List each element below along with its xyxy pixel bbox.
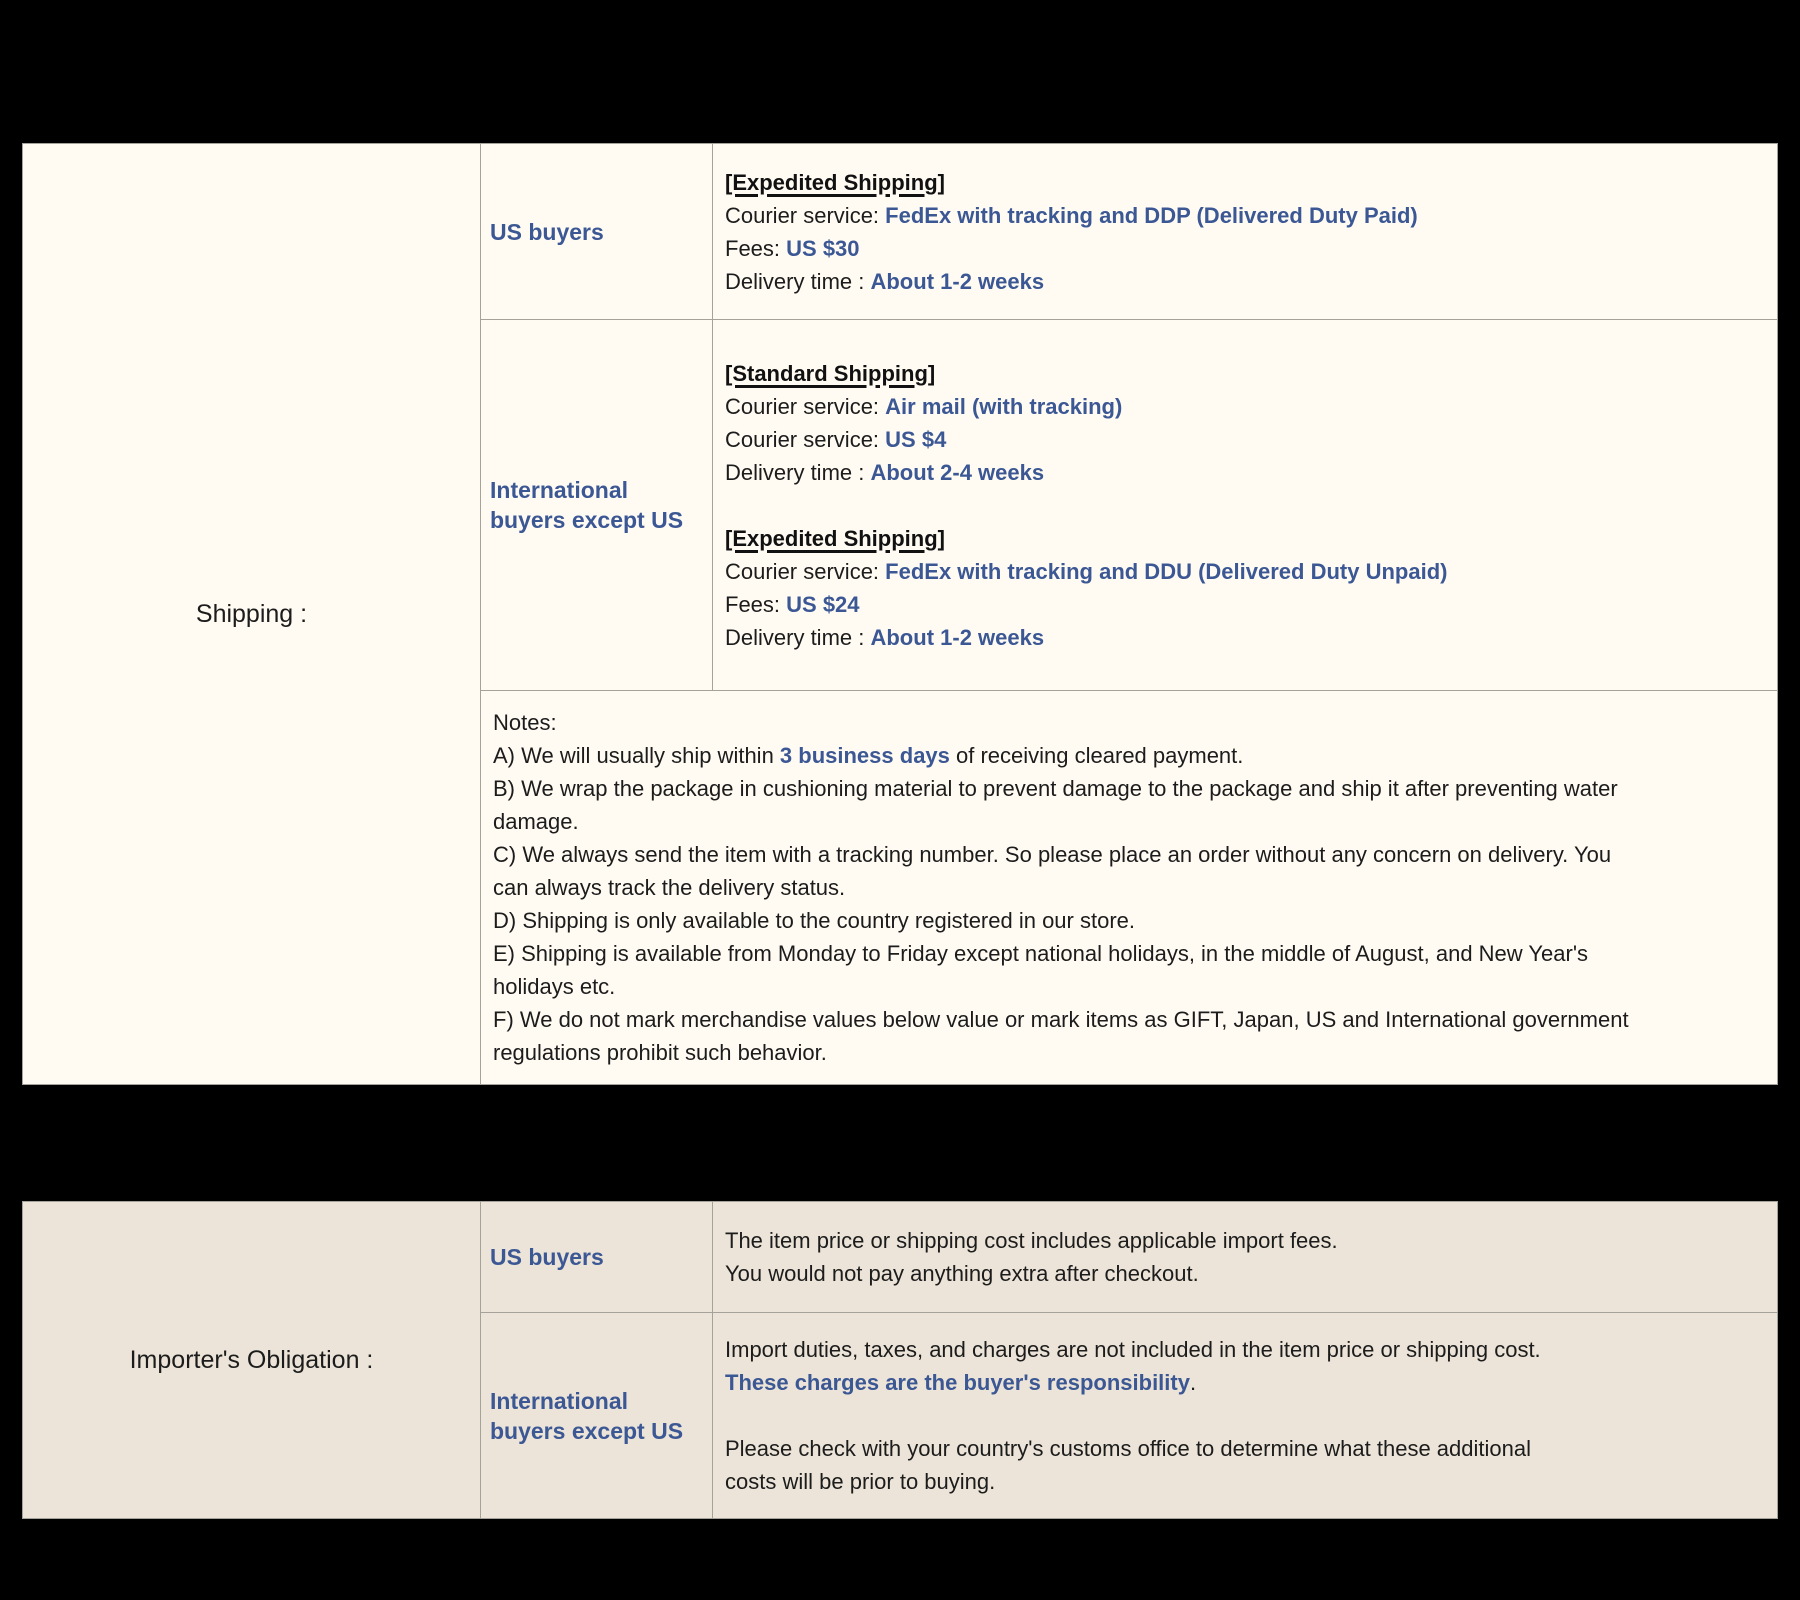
- shipping-us-buyers-details: [713, 144, 1778, 320]
- text-line: costs will be prior to buying.: [725, 1469, 996, 1494]
- text-line: The item price or shipping cost includes applicable import fees.: [725, 1228, 1338, 1253]
- text-line: Courier service: FedEx with tracking and DDU (Delivered Duty Unpaid): [725, 558, 1448, 584]
- text-line: Import duties, taxes, and charges are not included in the item price or shipping cost.: [725, 1337, 1541, 1362]
- text-line: damage.: [493, 809, 579, 834]
- text-line: Delivery time : About 1-2 weeks: [725, 268, 1045, 294]
- text-line: B) We wrap the package in cushioning material to prevent damage to the package and ship it after preventing water: [493, 776, 1618, 801]
- importer-international-buyers-details: [713, 1313, 1778, 1519]
- text-line: [Expedited Shipping]: [725, 169, 945, 195]
- text-line: Courier service: FedEx with tracking and DDP (Delivered Duty Paid): [725, 202, 1418, 228]
- text-line: Please check with your country's customs office to determine what these additional: [725, 1436, 1531, 1461]
- shipping-international-buyers-label: International buyers except US: [481, 320, 713, 691]
- text-line: D) Shipping is only available to the country registered in our store.: [493, 908, 1136, 933]
- text-line: [Expedited Shipping]: [725, 525, 945, 551]
- shipping-section-label: Shipping :: [23, 144, 481, 1085]
- text-line: Fees: US $30: [725, 235, 860, 261]
- text-line: Courier service: Air mail (with tracking): [725, 393, 1123, 419]
- importer-obligation-table: [22, 1201, 1778, 1519]
- importer-international-buyers-label: International buyers except US: [481, 1313, 713, 1519]
- text-line: A) We will usually ship within 3 business days of receiving cleared payment.: [493, 743, 1244, 768]
- text-line: Courier service: US $4: [725, 426, 947, 452]
- shipping-table: [22, 143, 1778, 1085]
- text-line: C) We always send the item with a tracking number. So please place an order without any concern on delivery. You: [493, 842, 1612, 867]
- importer-obligation-section-label: Importer's Obligation :: [23, 1202, 481, 1519]
- text-line: Fees: US $24: [725, 591, 860, 617]
- importer-us-buyers-details: [713, 1202, 1778, 1313]
- text-line: Notes:: [493, 710, 557, 735]
- text-line: [725, 1399, 1773, 1432]
- text-line: You would not pay anything extra after checkout.: [725, 1261, 1199, 1286]
- text-line: [Standard Shipping]: [725, 360, 936, 386]
- text-line: can always track the delivery status.: [493, 875, 846, 900]
- text-line: [725, 489, 1773, 522]
- text-line: Delivery time : About 2-4 weeks: [725, 459, 1045, 485]
- text-line: F) We do not mark merchandise values below value or mark items as GIFT, Japan, US and International government: [493, 1007, 1629, 1032]
- text-line: holidays etc.: [493, 974, 616, 999]
- shipping-notes: [481, 691, 1778, 1085]
- text-line: These charges are the buyer's responsibility.: [725, 1370, 1197, 1395]
- text-line: Delivery time : About 1-2 weeks: [725, 624, 1045, 650]
- text-line: regulations prohibit such behavior.: [493, 1040, 827, 1065]
- shipping-international-buyers-details: [713, 320, 1778, 691]
- importer-us-buyers-label: US buyers: [481, 1202, 713, 1313]
- shipping-us-buyers-label: US buyers: [481, 144, 713, 320]
- text-line: E) Shipping is available from Monday to Friday except national holidays, in the middle of August, and New Year's: [493, 941, 1589, 966]
